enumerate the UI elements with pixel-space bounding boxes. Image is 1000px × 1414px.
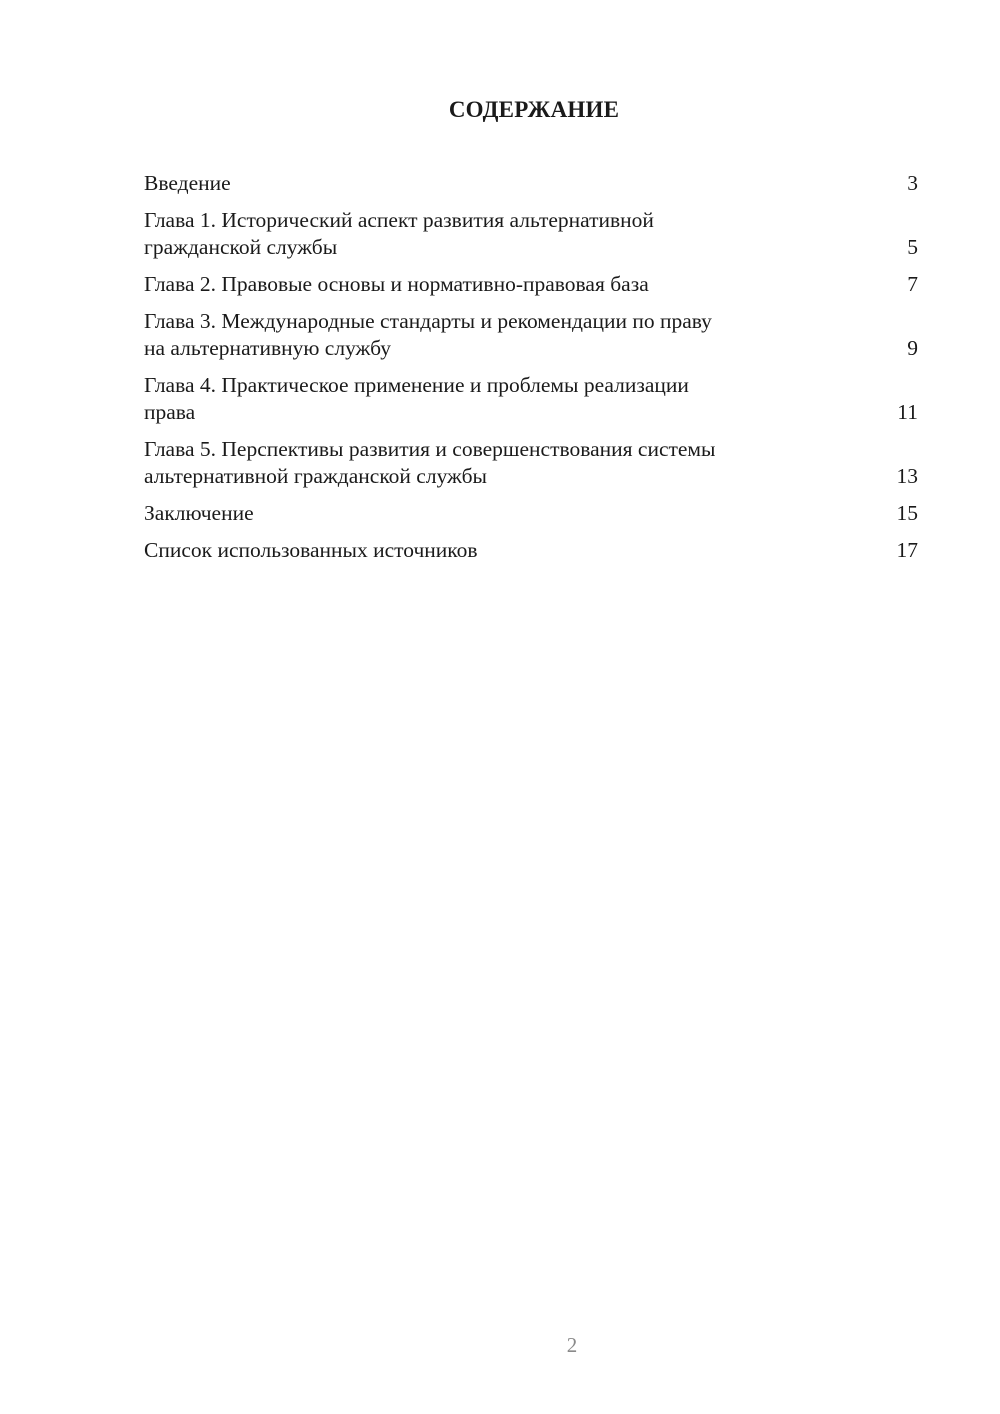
toc-entry-label: Список использованных источников [144, 538, 478, 562]
toc-entry-page: 15 [896, 501, 918, 525]
toc-entry-chapter-1 [144, 207, 918, 261]
toc-entry-label: Введение [144, 171, 231, 195]
toc-entry-label: Глава 1. Исторический аспект развития альтернативной гражданской службы [144, 208, 654, 259]
toc-entry-page: 9 [907, 336, 918, 360]
toc-entry-label: Глава 4. Практическое применение и проблемы реализации права [144, 373, 689, 424]
toc-entry-label: Глава 5. Перспективы развития и совершенствования системы альтернативной гражданской службы [144, 437, 716, 488]
toc-entry-label: Глава 2. Правовые основы и нормативно-правовая база [144, 272, 649, 296]
toc-entry-introduction [144, 170, 918, 197]
toc-entry-page: 11 [897, 400, 918, 424]
toc-entry-page: 5 [907, 235, 918, 259]
toc-entry-page: 13 [896, 464, 918, 488]
page-title: СОДЕРЖАНИЕ [448, 97, 620, 122]
toc-entry-page: 7 [907, 272, 918, 296]
toc-entry-label: Заключение [144, 501, 254, 525]
toc-entry-chapter-5 [144, 436, 918, 490]
toc-entry-page: 3 [907, 171, 918, 195]
toc-entry-conclusion [144, 500, 918, 527]
table-of-contents [144, 170, 918, 574]
toc-entry-chapter-3 [144, 308, 918, 362]
toc-entry-references [144, 537, 918, 564]
toc-entry-page: 17 [896, 538, 918, 562]
toc-entry-chapter-2 [144, 271, 918, 298]
page-number: 2 [566, 1333, 578, 1357]
toc-entry-label: Глава 3. Международные стандарты и рекомендации по праву на альтернативную службу [144, 309, 712, 360]
toc-entry-chapter-4 [144, 372, 918, 426]
